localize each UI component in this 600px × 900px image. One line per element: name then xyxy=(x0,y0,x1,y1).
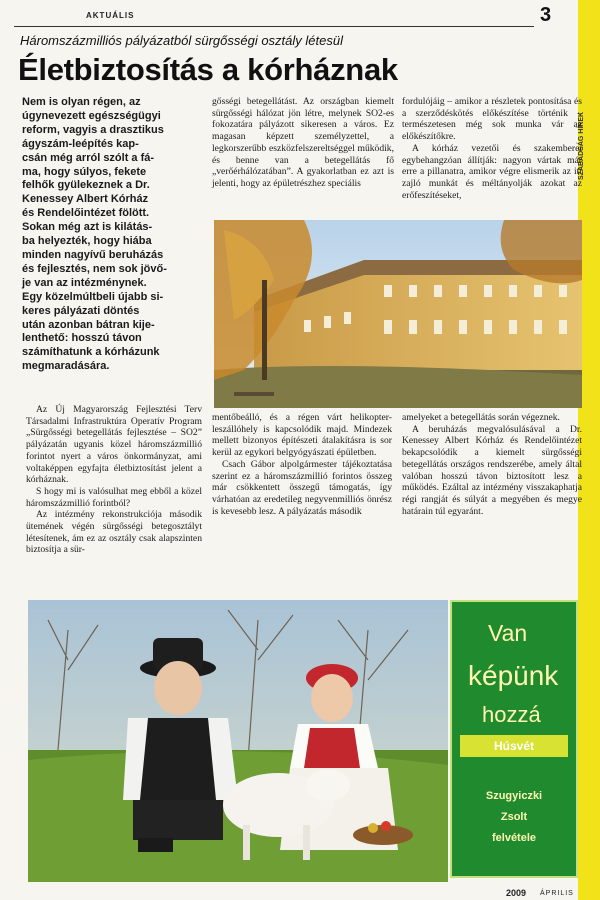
lead-line: minden nagyívű beruházás xyxy=(22,248,164,261)
easter-ad-box xyxy=(450,600,578,878)
column-3-bottom xyxy=(402,412,582,517)
paragraph: mentőbeálló, és a régen várt helikopter-leszállóhely is kapcsolódik majd. Mindezek mellett bizonyos építészeti átalakításra is sor kerül az egykori belgyógyászati épületben. xyxy=(212,412,392,459)
column-2-top xyxy=(212,96,394,190)
lead-line: Egy közelmúltbeli újabb si- xyxy=(22,290,164,303)
lead-line: ágyszám-leépítés kap- xyxy=(22,137,139,150)
paragraph: amelyeket a betegellátás során végeznek. xyxy=(402,412,560,423)
column-2-bottom xyxy=(212,412,392,517)
paragraph: Csach Gábor alpolgármester tájékoztatása szerint ez a háromszázmillió forintos összeg már csökkentett összegű támogatás, így várhatóan az eredetileg negyvenmilliós önrész is kevesebb lesz. A pályázatás második xyxy=(212,458,392,517)
paragraph: Az Új Magyarország Fejlesztési Terv Társadalmi Infrastruktúra Operatív Program „Sürgősségi betegellátás fejlesztése – SO2” pályázatán ugyanis közel háromszázmillió forintot nyert a város önkormányzat, ami voltaképpen egyfajta életbiztosítást jelent a kórháznak. xyxy=(26,404,202,486)
footer-year: 2009 xyxy=(506,888,527,898)
lead-line: úgynevezett egészségügyi xyxy=(22,109,161,122)
lead-line: Nem is olyan régen, az xyxy=(22,96,141,108)
article-headline: Életbiztosítás a kórháznak xyxy=(18,52,398,87)
photo-credit xyxy=(460,786,568,849)
lead-line: megmaradására. xyxy=(22,360,110,373)
ad-band-text: Húsvét xyxy=(493,739,534,753)
easter-children-photo xyxy=(28,600,448,882)
section-label: AKTUÁLIS xyxy=(86,11,135,20)
ad-line-2: képünk xyxy=(468,660,559,691)
lead-line: ma, hogy súlyos, fekete xyxy=(22,165,147,178)
page-number: 3 xyxy=(540,4,552,26)
lead-line: után azonban bátran kije- xyxy=(22,318,155,331)
ad-line-3: hozzá xyxy=(482,702,541,727)
lead-line: lenthető: hosszú távon xyxy=(22,332,142,345)
paragraph: fordulójáig – amikor a részletek pontosítása és a szerződéskötés előkészítése történik – természetesen még sok munka vár az előkészítőkre. xyxy=(402,96,582,143)
credit-line: Zsolt xyxy=(500,811,528,823)
hospital-photo xyxy=(214,220,582,408)
column-1-bottom xyxy=(26,404,202,556)
column-3-top xyxy=(402,96,582,201)
side-tab-label: SZABADSÁG HÍREK xyxy=(578,111,585,180)
paragraph: A kórház vezetői és szakemberei egybehangzóan állítják: nagyon vártak már erre a pillanatra, amikor végre elismerik az itt zajló munkát és méltányolják azokat az erőfeszítéseket, xyxy=(402,142,582,201)
lead-line: csán még arról szólt a fá- xyxy=(22,151,155,164)
lead-line: felhők gyülekeznek a Dr. xyxy=(22,179,150,192)
ad-line-1: Van xyxy=(488,620,528,646)
credit-line: felvétele xyxy=(491,832,537,844)
footer-month: ÁPRILIS xyxy=(540,890,574,897)
lead-line: számíthatunk a kórházunk xyxy=(22,346,160,359)
paragraph: gősségi betegellátást. Az országban kiemelt sürgősségi hálózat jön létre, melynek SO2-es fokozatára pályázott sikeresen a város. Ez magasan képzett személyzettel, a legkorszerűbb eszközfelszereltséggel működik, és benne van a betegellátás fő „verőérhálózatában”. A gyakorlatban ez azt is jelenti, hogy az épületrészhez speciális xyxy=(212,96,394,189)
ad-band xyxy=(460,735,568,757)
article-kicker: Háromszázmilliós pályázatból sürgősségi osztály létesül xyxy=(20,33,343,48)
paragraph: A beruházás megvalósulásával a Dr. Kenessey Albert Kórház és Rendelőintézet bekapcsolódik a kiemelt sürgősségi betegellátás országos rendszerébe, amely által valóban hosszú távon biztosított lesz a működés. Ezáltal az intézmény visszakaphatja régi rangját és súlyát a megyében és megye határain túl egyaránt. xyxy=(402,423,582,517)
lead-line: Sokan még azt is kilátás- xyxy=(22,221,153,234)
lead-line: ba helyezték, hogy hiába xyxy=(22,235,152,248)
lead-line: je van az intézménynek. xyxy=(22,276,147,289)
lead-line: és Rendelőintézet fölött. xyxy=(22,207,150,220)
lead-line: és fejlesztés, nem sok jövő- xyxy=(22,262,167,275)
article-lead xyxy=(22,96,200,374)
lead-line: Kenessey Albert Kórház xyxy=(22,193,149,206)
paragraph: S hogy mi is valósulhat meg ebből a közel háromszázmillió forintból? xyxy=(26,485,202,509)
credit-line: Szugyiczki xyxy=(485,790,543,802)
lead-line: keres pályázati döntés xyxy=(22,304,140,317)
lead-line: reform, vagyis a drasztikus xyxy=(22,123,164,136)
paragraph: Az intézmény rekonstrukciója második ütemének végén sürgősségi betegosztályt létesítenek, ám ez az osztály csak alapszinten biztosítja a sür- xyxy=(26,509,202,556)
